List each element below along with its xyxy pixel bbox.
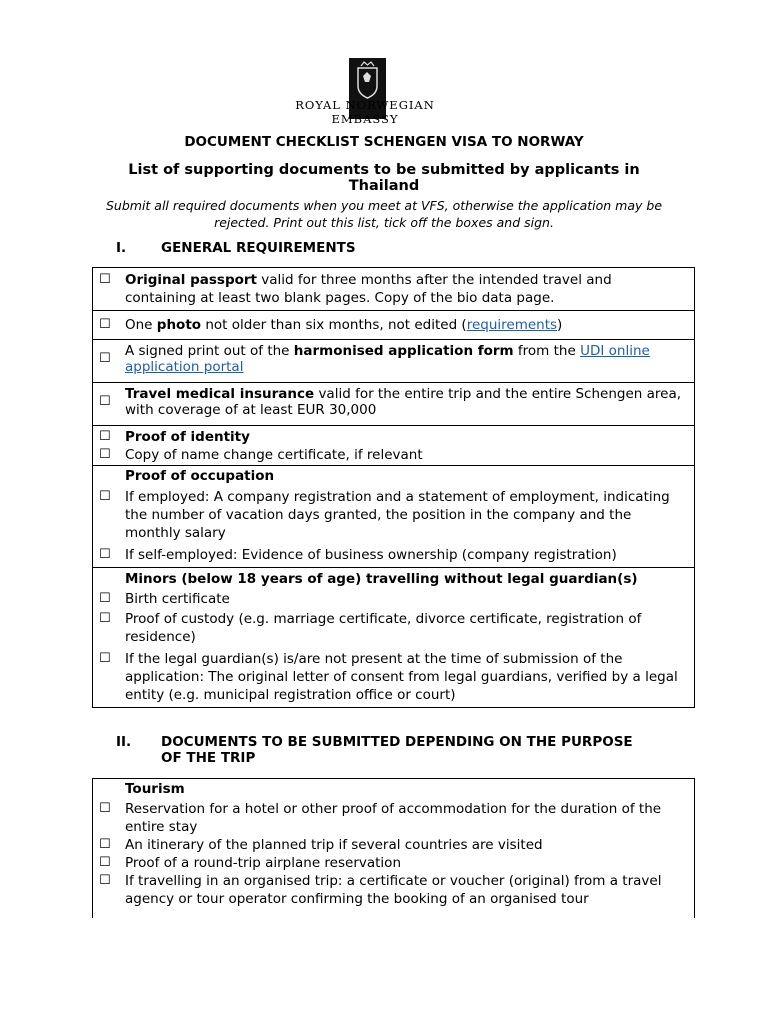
list-item xyxy=(99,428,684,446)
document-title: DOCUMENT CHECKLIST SCHENGEN VISA TO NORWAY xyxy=(184,134,584,150)
table-row xyxy=(93,568,695,708)
section-1-heading xyxy=(116,240,676,258)
table-row xyxy=(93,383,695,426)
item-text: ) xyxy=(557,317,563,333)
list-item xyxy=(99,872,684,908)
list-item xyxy=(99,316,684,334)
checkbox[interactable]: ☐ xyxy=(99,489,111,504)
embassy-name: ROYAL NORWEGIAN EMBASSY xyxy=(295,98,435,126)
item-bold: Proof of identity xyxy=(125,429,250,445)
list-item xyxy=(99,836,684,854)
checkbox[interactable]: ☐ xyxy=(99,873,111,888)
checkbox[interactable]: ☐ xyxy=(99,447,111,462)
purpose-table xyxy=(92,778,695,918)
checkbox[interactable]: ☐ xyxy=(99,394,111,409)
minors-heading xyxy=(125,570,684,588)
table-row xyxy=(93,268,695,311)
list-item xyxy=(99,546,684,564)
list-item xyxy=(99,590,684,608)
udi-portal-link[interactable]: UDI online application portal xyxy=(125,343,650,375)
item-text: valid for three months after the intended travel and containing at least two blank pages. Copy of the bio data page. xyxy=(125,272,612,306)
checkbox[interactable]: ☐ xyxy=(99,591,111,606)
item-bold: Proof of occupation xyxy=(125,468,275,484)
table-row xyxy=(93,779,695,919)
checkbox[interactable]: ☐ xyxy=(99,837,111,852)
document-subtitle: List of supporting documents to be submitted by applicants in Thailand xyxy=(128,162,640,194)
requirements-link[interactable]: requirements xyxy=(466,317,558,333)
list-item xyxy=(99,386,684,418)
list-item xyxy=(99,854,684,872)
item-text: If the legal guardian(s) is/are not present at the time of submission of the application: The original letter of consent from legal guardians, verified by a legal entity (e.g. municipal registration office or court) xyxy=(125,651,678,703)
list-item xyxy=(99,446,684,464)
checkbox[interactable]: ☐ xyxy=(99,855,111,870)
checkbox[interactable]: ☐ xyxy=(99,317,111,332)
checkbox[interactable]: ☐ xyxy=(99,651,111,666)
item-text: If travelling in an organised trip: a certificate or voucher (original) from a travel agency or tour operator confirming the booking of an organised tour xyxy=(125,873,662,907)
list-item xyxy=(99,271,684,307)
item-text: valid for the entire trip and the entire Schengen area, with coverage of at least EUR 30,000 xyxy=(125,386,682,418)
item-text: If employed: A company registration and a statement of employment, indicating the number of vacation days granted, the position in the company and the monthly salary xyxy=(125,489,670,541)
list-item xyxy=(99,610,684,646)
item-bold: Travel medical insurance xyxy=(125,386,315,402)
section-1-title: GENERAL REQUIREMENTS xyxy=(161,240,356,256)
section-1-number: I. xyxy=(116,240,127,256)
checkbox[interactable]: ☐ xyxy=(99,611,111,626)
checkbox[interactable]: ☐ xyxy=(99,272,111,287)
tourism-heading xyxy=(125,780,684,798)
list-item xyxy=(99,343,684,375)
item-text: One xyxy=(125,317,157,333)
list-item xyxy=(99,488,684,542)
checkbox[interactable]: ☐ xyxy=(99,429,111,444)
item-bold: Original passport xyxy=(125,272,257,288)
list-item xyxy=(99,800,684,836)
item-text: Copy of name change certificate, if relevant xyxy=(125,447,423,463)
general-requirements-table xyxy=(92,267,695,708)
item-bold: photo xyxy=(156,317,202,333)
table-row xyxy=(93,340,695,383)
item-text: Birth certificate xyxy=(125,591,230,607)
purpose-table-clip xyxy=(92,778,695,918)
occupation-heading xyxy=(125,467,684,485)
list-item xyxy=(99,650,684,704)
item-text: from the xyxy=(513,343,581,359)
section-2-number: II. xyxy=(116,734,132,750)
section-2-title: DOCUMENTS TO BE SUBMITTED DEPENDING ON THE PURPOSE OF THE TRIP xyxy=(161,734,633,766)
item-text: Proof of a round-trip airplane reservation xyxy=(125,855,401,871)
checkbox[interactable]: ☐ xyxy=(99,351,111,366)
item-text: Reservation for a hotel or other proof of accommodation for the duration of the entire stay xyxy=(125,801,662,835)
item-text: not older than six months, not edited ( xyxy=(201,317,467,333)
table-row xyxy=(93,311,695,340)
checkbox[interactable]: ☐ xyxy=(99,801,111,816)
section-2-heading xyxy=(116,734,676,768)
table-row xyxy=(93,466,695,568)
intro-text: Submit all required documents when you meet at VFS, otherwise the application may be rejected. Print out this list, tick off the boxes and sign. xyxy=(105,198,663,230)
item-text: If self-employed: Evidence of business ownership (company registration) xyxy=(125,547,617,563)
item-bold: Minors (below 18 years of age) travelling without legal guardian(s) xyxy=(125,571,638,587)
item-text: Proof of custody (e.g. marriage certificate, divorce certificate, registration of residence) xyxy=(125,611,642,645)
item-bold: Tourism xyxy=(125,781,185,797)
item-bold: harmonised application form xyxy=(293,343,514,359)
table-row xyxy=(93,426,695,466)
item-text: A signed print out of the xyxy=(125,343,294,359)
checkbox[interactable]: ☐ xyxy=(99,547,111,562)
item-text: An itinerary of the planned trip if several countries are visited xyxy=(125,837,543,853)
